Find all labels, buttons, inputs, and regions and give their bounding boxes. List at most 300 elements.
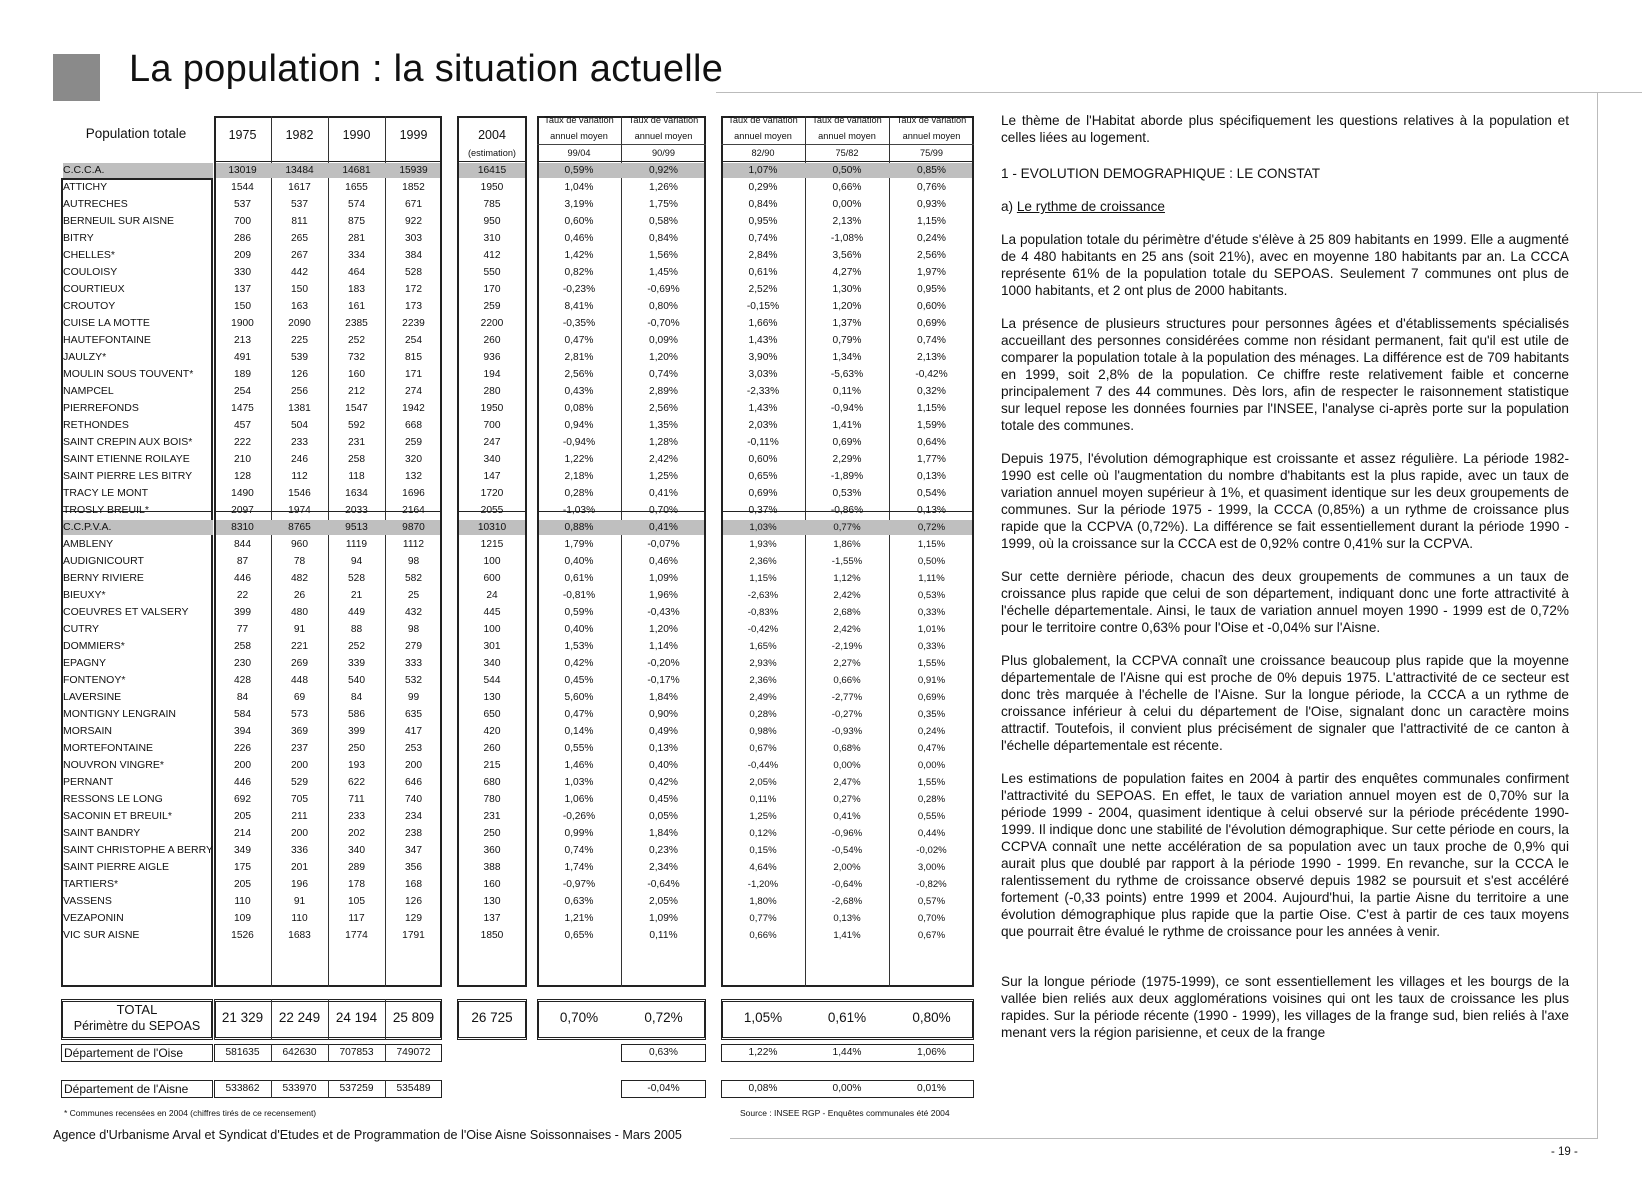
table-cell: 0,66% [832, 182, 862, 193]
rate-header-period: 99/04 [567, 148, 591, 158]
table-cell: 0,76% [917, 182, 946, 193]
total-cell: 22 249 [278, 1010, 321, 1025]
table-cell: 0,40% [564, 624, 594, 635]
table-cell: -1,55% [831, 556, 863, 567]
table-cell: 0,69% [832, 437, 862, 448]
table-cell: 1,15% [917, 403, 946, 414]
table-cell: 201 [291, 862, 308, 873]
commune-name: AMBLENY [63, 538, 114, 550]
table-cell: 417 [405, 726, 422, 737]
table-cell: 193 [348, 760, 365, 771]
table-cell: 2,00% [833, 862, 861, 873]
dept-cell: 642630 [282, 1047, 317, 1058]
table-cell: 91 [293, 624, 306, 635]
table-cell: 2097 [231, 505, 254, 516]
commune-name: CUTRY [63, 623, 99, 635]
table-cell: 8,41% [564, 301, 594, 312]
table-cell: 442 [291, 267, 308, 278]
table-cell: 1,35% [649, 420, 678, 431]
total-cell: 21 329 [221, 1010, 264, 1025]
page-number: - 19 - [1551, 1146, 1578, 1158]
table-cell: 369 [291, 726, 308, 737]
table-cell: 0,60% [564, 216, 594, 227]
table-cell: 0,55% [564, 743, 594, 754]
table-cell: 1,55% [917, 777, 946, 788]
table-cell: 265 [291, 233, 308, 244]
year-header: 1975 [228, 128, 257, 142]
table-cell: 1,34% [832, 352, 862, 363]
table-cell: 1,25% [649, 471, 678, 482]
table-cell: 0,61% [564, 573, 594, 584]
table-cell: 0,05% [649, 811, 678, 822]
dept-cell: 1,22% [748, 1047, 778, 1058]
table-cell: 0,88% [564, 522, 594, 533]
table-cell: -2,33% [746, 386, 780, 397]
table-cell: -0,42% [915, 369, 948, 380]
table-cell: 1475 [231, 403, 254, 414]
table-cell: 1,79% [564, 539, 594, 550]
table-cell: -2,19% [831, 641, 863, 652]
paragraph-4: Sur cette dernière période, chacun des deux groupements de communes a un taux de croissance plus rapide que celui de son département, indiquant donc une forte attractivité à l'échelle départementale. Ainsi, le taux de variation annuel moyen 1990 - 1999 est de 0,72% pour le territoire contre 0,63% pour l'Oise et -0,04% sur l'Aisne. [1001, 569, 1569, 635]
table-cell: 126 [405, 896, 422, 907]
table-cell: 91 [293, 896, 306, 907]
table-cell: 194 [483, 369, 501, 380]
table-cell: 281 [348, 233, 365, 244]
table-cell: 196 [291, 879, 308, 890]
dept-cell: -0,04% [647, 1083, 680, 1094]
table-cell: 2,68% [833, 607, 861, 618]
table-cell: 0,67% [917, 930, 946, 941]
table-cell: 705 [291, 794, 308, 805]
table-cell: 289 [348, 862, 365, 873]
table-cell: 330 [234, 267, 251, 278]
table-cell: 936 [483, 352, 501, 363]
table-cell: 2,18% [564, 471, 594, 482]
table-cell: 1526 [231, 930, 254, 941]
table-cell: 0,64% [917, 437, 946, 448]
rate-header-line1: Taux de variation [628, 115, 699, 125]
table-cell: 237 [291, 743, 308, 754]
table-cell: 9513 [345, 522, 368, 533]
table-cell: 1791 [402, 930, 425, 941]
table-cell: -0,54% [831, 845, 863, 856]
table-cell: 1,53% [564, 641, 594, 652]
table-cell: 646 [405, 777, 422, 788]
table-source: Source : INSEE RGP - Enquêtes communales été 2004 [740, 1108, 950, 1118]
table-cell: 0,46% [564, 233, 594, 244]
year-header-2004: 2004 [478, 128, 506, 142]
table-cell: 0,41% [833, 811, 861, 822]
paragraph-1: La population totale du périmètre d'étude s'élève à 25 809 habitants en 1999. Elle a augmenté de 4 480 habitants en 25 ans (soit 21%), avec en moyenne 180 habitants par an. La CCCA représente 61% de la population totale du SEPOAS. Seulement 7 communes ont plus de 1000 habitants, et 2 ont plus de 2000 habitants. [1001, 232, 1569, 298]
table-cell: 0,67% [749, 743, 777, 754]
group-name: C.C.P.V.A. [63, 521, 112, 533]
title-rule [716, 92, 1642, 93]
table-cell: 1634 [345, 488, 368, 499]
table-cell: 1,45% [649, 267, 678, 278]
commune-name: VIC SUR AISNE [63, 929, 140, 941]
table-cell: 1,26% [649, 182, 678, 193]
table-cell: 0,28% [564, 488, 594, 499]
table-cell: 1,56% [649, 250, 678, 261]
table-cell: 0,09% [649, 335, 678, 346]
table-cell: 356 [405, 862, 422, 873]
table-cell: 2,47% [833, 777, 861, 788]
table-cell: 0,93% [917, 199, 946, 210]
table-cell: 1774 [345, 930, 368, 941]
table-cell: 1,15% [917, 216, 946, 227]
table-cell: 212 [348, 386, 365, 397]
table-cell: 0,44% [917, 828, 946, 839]
table-cell: 233 [348, 811, 365, 822]
table-cell: 0,00% [833, 760, 861, 771]
table-cell: 221 [291, 641, 308, 652]
table-cell: 1950 [480, 403, 504, 414]
table-cell: -0,64% [831, 879, 863, 890]
table-cell: 0,58% [649, 216, 678, 227]
table-cell: 88 [350, 624, 363, 635]
subsection-heading [1001, 199, 1569, 214]
table-cell: 0,28% [749, 709, 777, 720]
table-cell: 0,41% [649, 488, 678, 499]
table-cell: 0,95% [917, 284, 946, 295]
table-cell: 84 [350, 692, 363, 703]
commune-name: HAUTEFONTAINE [63, 334, 151, 346]
table-cell: 2,03% [748, 420, 778, 431]
table-cell: 269 [291, 658, 308, 669]
table-cell: 1,37% [832, 318, 862, 329]
table-cell: 650 [483, 709, 501, 720]
dept-cell: 1,06% [917, 1047, 946, 1058]
table-cell: 250 [483, 828, 501, 839]
table-cell: 2033 [345, 505, 368, 516]
table-cell: 0,84% [649, 233, 678, 244]
table-cell: 399 [234, 607, 251, 618]
table-cell: 110 [234, 896, 251, 907]
table-cell: -0,27% [831, 709, 863, 720]
population-table [61, 117, 981, 1117]
table-cell: 1,84% [649, 828, 678, 839]
table-cell: 1112 [402, 539, 425, 550]
commune-name: AUDIGNICOURT [63, 555, 144, 567]
table-cell: 310 [483, 233, 501, 244]
table-cell: 246 [291, 454, 308, 465]
table-cell: 215 [483, 760, 501, 771]
table-cell: 0,65% [748, 471, 778, 482]
commune-name: COEUVRES ET VALSERY [63, 606, 189, 618]
table-cell: 0,50% [917, 556, 946, 567]
table-cell: 117 [348, 913, 365, 924]
table-cell: 4,64% [749, 862, 777, 873]
table-cell: 1852 [402, 182, 425, 193]
table-cell: 539 [291, 352, 308, 363]
table-cell: -0,15% [746, 301, 780, 312]
table-cell: 109 [234, 913, 251, 924]
table-cell: 0,13% [917, 505, 946, 516]
table-cell: 428 [234, 675, 251, 686]
table-cell: 0,47% [564, 335, 594, 346]
table-cell: 0,41% [649, 522, 678, 533]
table-cell: 0,77% [833, 522, 861, 533]
total-cell: 0,72% [644, 1010, 683, 1025]
table-cell: 1,75% [649, 199, 678, 210]
section-heading: 1 - EVOLUTION DEMOGRAPHIQUE : LE CONSTAT [1001, 166, 1320, 181]
commune-name: SAINT PIERRE LES BITRY [63, 470, 193, 482]
table-label: Population totale [85, 126, 187, 141]
table-cell: 258 [348, 454, 365, 465]
table-cell: 448 [291, 675, 308, 686]
commune-name: SAINT ETIENNE ROILAYE [63, 453, 190, 465]
paragraph-3: Depuis 1975, l'évolution démographique est croissante et assez régulière. La période 1982-1990 est celle où l'augmentation du nombre d'habitants est la plus rapide, avec un taux de variation annuel moyen supérieur à 1%, et quasiment identique sur les deux groupements de communes. Sur la période 1975 - 1999, la CCCA (0,85%) a un rythme de croissance plus rapide que la CCPVA (0,72%). La différence se fait essentiellement durant la période 1990 - 1999, où la croissance sur la CCCA est de 0,92% contre 0,41% sur la CCPVA. [1001, 451, 1569, 551]
table-cell: 2,36% [749, 556, 777, 567]
total-label: TOTAL [116, 1002, 158, 1017]
table-cell: 0,13% [917, 471, 946, 482]
table-cell: 1119 [345, 539, 368, 550]
table-cell: 259 [405, 437, 422, 448]
table-cell: 1950 [480, 182, 504, 193]
table-cell: 189 [234, 369, 251, 380]
table-cell: 2239 [402, 318, 425, 329]
table-cell: 2,34% [649, 862, 678, 873]
table-cell: 0,91% [917, 675, 946, 686]
table-cell: 0,47% [564, 709, 594, 720]
table-cell: 574 [348, 199, 365, 210]
table-cell: 573 [291, 709, 308, 720]
table-cell: 160 [348, 369, 365, 380]
table-cell: 732 [348, 352, 365, 363]
table-cell: 2,36% [749, 675, 777, 686]
commune-name: ATTICHY [63, 181, 108, 193]
table-cell: 1,77% [917, 454, 946, 465]
table-cell: 446 [234, 777, 251, 788]
table-cell: 0,74% [917, 335, 946, 346]
table-cell: 2055 [480, 505, 504, 516]
table-cell: 256 [291, 386, 308, 397]
table-cell: 0,74% [564, 845, 594, 856]
table-cell: 0,12% [749, 828, 777, 839]
table-cell: 234 [405, 811, 422, 822]
table-cell: 360 [483, 845, 501, 856]
table-cell: -0,94% [562, 437, 596, 448]
table-cell: 98 [407, 624, 420, 635]
paragraph-5: Plus globalement, la CCPVA connaît une croissance beaucoup plus rapide que la moyenne départementale de l'Aisne qui est proche de 0% depuis 1975. L'attractivité de ce secteur est donc très marquée à l'échelle de l'Aisne. Sur la longue période, la CCCA a un rythme de croissance inférieur à celui du département de l'Oise, signalant donc un caractère moins attractif. Toutefois, il convient plus précisément de signaler que l'attractivité de ce canton à l'échelle départementale est récente. [1001, 653, 1569, 753]
table-cell: 0,46% [649, 556, 678, 567]
table-cell: -1,20% [747, 879, 779, 890]
table-cell: 340 [483, 454, 501, 465]
table-cell: 130 [483, 896, 501, 907]
total-cell: 1,05% [743, 1010, 783, 1025]
table-cell: 2,42% [649, 454, 678, 465]
text-column [1001, 112, 1569, 1057]
table-cell: 0,42% [649, 777, 678, 788]
table-cell: 0,53% [832, 488, 862, 499]
table-cell: -2,68% [831, 896, 863, 907]
rate-header-period: 90/99 [652, 148, 675, 158]
table-cell: 303 [405, 233, 422, 244]
table-cell: -5,63% [830, 369, 864, 380]
table-cell: 0,95% [748, 216, 778, 227]
table-cell: 0,69% [917, 318, 946, 329]
table-cell: 1,21% [564, 913, 594, 924]
table-cell: -0,44% [747, 760, 779, 771]
table-cell: 1,55% [917, 658, 946, 669]
table-cell: -1,03% [562, 505, 596, 516]
table-cell: 231 [483, 811, 501, 822]
table-cell: 1,03% [564, 777, 594, 788]
table-cell: 254 [405, 335, 422, 346]
table-cell: 260 [483, 743, 501, 754]
table-cell: 252 [348, 641, 365, 652]
table-cell: 3,00% [917, 862, 946, 873]
table-cell: 347 [405, 845, 422, 856]
table-cell: 0,60% [917, 301, 946, 312]
table-cell: 388 [483, 862, 501, 873]
table-cell: 1,59% [917, 420, 946, 431]
table-cell: 1974 [288, 505, 311, 516]
commune-name: NAMPCEL [63, 385, 114, 397]
table-cell: 0,79% [832, 335, 862, 346]
table-cell: 209 [234, 250, 251, 261]
table-cell: 0,14% [564, 726, 594, 737]
table-cell: -0,43% [647, 607, 680, 618]
table-cell: 0,94% [564, 420, 594, 431]
table-cell: 464 [348, 267, 365, 278]
table-cell: 0,23% [649, 845, 678, 856]
table-cell: 1,01% [917, 624, 946, 635]
table-cell: 1,25% [749, 811, 777, 822]
table-cell: -0,17% [647, 675, 680, 686]
table-cell: 2,05% [749, 777, 777, 788]
table-cell: 1,41% [832, 420, 862, 431]
total-cell: 0,61% [827, 1010, 867, 1025]
table-cell: 622 [348, 777, 365, 788]
table-cell: 0,43% [564, 386, 594, 397]
table-cell: 1547 [345, 403, 368, 414]
commune-name: DOMMIERS* [63, 640, 125, 652]
page-title: La population : la situation actuelle [129, 48, 724, 90]
total-cell: 0,70% [559, 1010, 599, 1025]
table-cell: -0,26% [562, 811, 596, 822]
table-cell: 0,59% [564, 607, 594, 618]
table-cell: -0,20% [647, 658, 680, 669]
commune-name: MORSAIN [63, 725, 113, 737]
table-cell: 0,37% [748, 505, 778, 516]
table-cell: 2,93% [749, 658, 777, 669]
total-cell: 24 194 [335, 1010, 378, 1025]
table-cell: 445 [483, 607, 501, 618]
table-cell: 504 [291, 420, 308, 431]
table-cell: 0,63% [564, 896, 594, 907]
table-cell: -0,96% [831, 828, 863, 839]
table-cell: 349 [234, 845, 251, 856]
table-cell: 301 [483, 641, 501, 652]
commune-name: BERNEUIL SUR AISNE [63, 215, 175, 227]
rate-header-period: 82/90 [751, 148, 775, 158]
footer-text: Agence d'Urbanisme Arval et Syndicat d'Etudes et de Programmation de l'Oise Aisne Soissonnaises - Mars 2005 [53, 1128, 682, 1142]
table-cell: 1,97% [917, 267, 946, 278]
commune-name: TROSLY BREUIL* [63, 504, 149, 516]
table-cell: 200 [291, 828, 308, 839]
table-footnote: * Communes recensées en 2004 (chiffres tirés de ce recensement) [64, 1108, 317, 1118]
table-cell: 110 [291, 913, 308, 924]
header-subrule [721, 144, 974, 145]
table-cell: 200 [405, 760, 422, 771]
table-cell: 0,55% [917, 811, 946, 822]
table-cell: 118 [348, 471, 365, 482]
table-cell: 1,28% [649, 437, 678, 448]
table-cell: 0,13% [833, 913, 861, 924]
intro-paragraph: Le thème de l'Habitat aborde plus spécifiquement les questions relatives à la population et celles liées au logement. [1001, 113, 1569, 145]
commune-name: MONTIGNY LENGRAIN [63, 708, 176, 720]
table-cell: 214 [234, 828, 251, 839]
table-cell: 1900 [231, 318, 254, 329]
table-cell: 1,15% [917, 539, 946, 550]
table-cell: 5,60% [564, 692, 594, 703]
table-cell: 0,53% [917, 590, 946, 601]
table-cell: 100 [483, 624, 501, 635]
table-cell: 711 [348, 794, 365, 805]
frame-right-border [1597, 92, 1598, 1138]
table-cell: -1,89% [830, 471, 864, 482]
table-cell: 183 [348, 284, 365, 295]
table-cell: -1,08% [830, 233, 864, 244]
dept-cell: 581635 [225, 1047, 260, 1058]
table-cell: -2,77% [831, 692, 863, 703]
table-cell: 231 [348, 437, 365, 448]
table-cell: 2,49% [749, 692, 777, 703]
table-cell: 0,82% [564, 267, 594, 278]
table-cell: 2164 [402, 505, 425, 516]
commune-name: MOULIN SOUS TOUVENT* [63, 368, 194, 380]
table-cell: 1,43% [748, 403, 778, 414]
table-cell: 1617 [288, 182, 311, 193]
dept-cell: 0,63% [649, 1047, 678, 1058]
commune-name: PIERREFONDS [63, 402, 139, 414]
table-cell: 1,80% [749, 896, 777, 907]
table-cell: 150 [234, 301, 251, 312]
title-square-marker [53, 54, 100, 101]
table-cell: 250 [348, 743, 365, 754]
table-cell: 412 [483, 250, 501, 261]
commune-name: VASSENS [63, 895, 112, 907]
table-cell: 178 [348, 879, 365, 890]
table-cell: 0,00% [917, 760, 946, 771]
table-cell: 0,08% [564, 403, 594, 414]
table-cell: 254 [234, 386, 251, 397]
table-cell: 1942 [402, 403, 425, 414]
commune-name: CUISE LA MOTTE [63, 317, 150, 329]
commune-name: BERNY RIVIERE [63, 572, 144, 584]
table-cell: 202 [348, 828, 365, 839]
dept-cell: 1,44% [832, 1047, 862, 1058]
table-cell: 0,65% [564, 930, 594, 941]
table-cell: 200 [291, 760, 308, 771]
table-cell: 0,32% [917, 386, 946, 397]
table-cell: 0,61% [748, 267, 778, 278]
table-cell: 99 [407, 692, 420, 703]
table-cell: 0,40% [564, 556, 594, 567]
table-cell: 112 [291, 471, 308, 482]
table-cell: 4,27% [832, 267, 862, 278]
table-cell: 0,49% [649, 726, 678, 737]
table-cell: -0,69% [647, 284, 680, 295]
table-cell: 582 [405, 573, 422, 584]
rate-header-period: 75/82 [835, 148, 859, 158]
table-cell: 922 [405, 216, 422, 227]
table-cell: 0,29% [748, 182, 778, 193]
commune-name: SACONIN ET BREUIL* [63, 810, 172, 822]
subsection-title: Le rythme de croissance [1016, 199, 1165, 214]
table-cell: 253 [405, 743, 422, 754]
